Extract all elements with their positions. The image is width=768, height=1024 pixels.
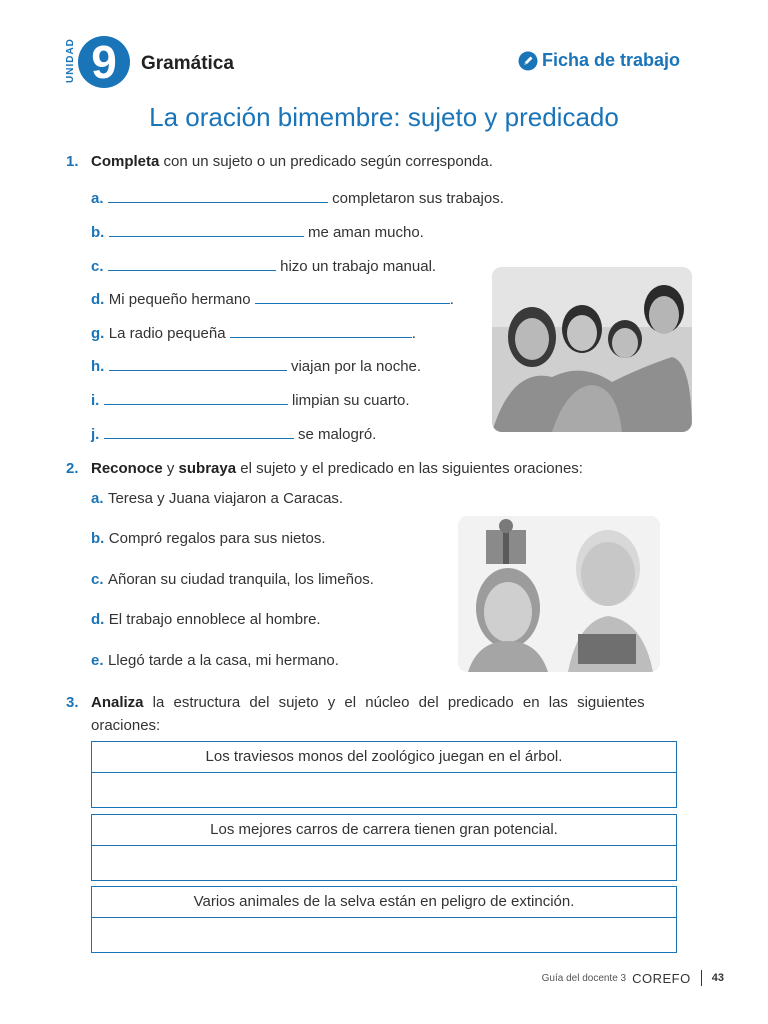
item-letter: g.	[91, 325, 105, 342]
exercise2-instruction	[91, 460, 583, 477]
answer-blank[interactable]	[255, 289, 450, 304]
exercise1-item	[91, 222, 424, 242]
item-text-after: completaron sus trabajos.	[327, 190, 504, 207]
answer-blank[interactable]	[108, 256, 276, 271]
answer-blank[interactable]	[104, 424, 294, 439]
analysis-sentence: Los traviesos monos del zoológico juegan en el árbol.	[92, 742, 676, 773]
exercise2-connector: y	[162, 460, 179, 477]
kids-photo-illustration	[458, 516, 660, 672]
exercise1-item	[91, 188, 504, 208]
ficha-label: Ficha de trabajo	[542, 50, 681, 70]
exercise2-verb2: subraya	[178, 460, 237, 477]
section-name: Gramática	[141, 53, 234, 74]
item-letter: b.	[91, 530, 105, 547]
item-text-after: .	[449, 291, 454, 308]
exercise3-instruction-line2: oraciones:	[91, 717, 161, 734]
exercise1-number: 1.	[66, 153, 79, 170]
item-letter: d.	[91, 291, 105, 308]
item-letter: j.	[91, 426, 100, 443]
answer-blank[interactable]	[230, 323, 412, 338]
sentence-text: Compró regalos para sus nietos.	[108, 530, 326, 547]
analysis-sentence: Los mejores carros de carrera tienen gran potencial.	[92, 815, 676, 846]
page-title: La oración bimembre: sujeto y predicado	[149, 102, 619, 132]
exercise1-item	[91, 289, 454, 309]
item-letter: a.	[91, 190, 104, 207]
item-text-after: me aman mucho.	[303, 224, 424, 241]
exercise1-item	[91, 323, 416, 343]
exercise2-item	[91, 571, 374, 589]
analysis-box	[91, 814, 677, 881]
page-footer	[542, 970, 724, 986]
analysis-answer-area[interactable]	[92, 918, 676, 952]
sentence-text: Teresa y Juana viajaron a Caracas.	[107, 490, 344, 507]
item-text-before: La radio pequeña	[108, 325, 230, 342]
answer-blank[interactable]	[108, 188, 328, 203]
item-text-after: .	[411, 325, 416, 342]
footer-divider	[701, 970, 702, 986]
exercise2-item	[91, 490, 343, 508]
family-photo	[492, 267, 692, 432]
item-letter: i.	[91, 392, 100, 409]
analysis-box	[91, 741, 677, 808]
exercise2-number: 2.	[66, 460, 79, 477]
item-letter: d.	[91, 611, 105, 628]
exercise2-item	[91, 611, 321, 629]
sentence-text: Añoran su ciudad tranquila, los limeños.	[107, 571, 374, 588]
sentence-text: El trabajo ennoblece al hombre.	[108, 611, 321, 628]
answer-blank[interactable]	[104, 390, 288, 405]
ficha-heading	[518, 50, 680, 71]
kids-photo	[458, 516, 660, 672]
item-text-before: Mi pequeño hermano	[108, 291, 255, 308]
answer-blank[interactable]	[109, 356, 287, 371]
footer-brand: COREFO	[632, 970, 691, 986]
pencil-icon	[518, 51, 538, 71]
item-text-after: se malogró.	[293, 426, 377, 443]
analysis-box	[91, 886, 677, 953]
exercise2-item	[91, 652, 339, 670]
analysis-answer-area[interactable]	[92, 773, 676, 807]
exercise3-number: 3.	[66, 694, 79, 711]
item-letter: c.	[91, 571, 104, 588]
exercise1-item	[91, 390, 410, 410]
item-text-after: limpian su cuarto.	[287, 392, 410, 409]
item-text-after: hizo un trabajo manual.	[275, 258, 437, 275]
exercise1-item	[91, 424, 376, 444]
page-number: 43	[711, 972, 724, 984]
item-letter: a.	[91, 490, 104, 507]
analysis-answer-area[interactable]	[92, 846, 676, 880]
item-text-after: viajan por la noche.	[286, 358, 422, 375]
exercise2-instruction-text: el sujeto y el predicado en las siguientes oraciones:	[236, 460, 583, 477]
exercise3-instruction	[91, 694, 693, 711]
exercise1-item	[91, 256, 436, 276]
analysis-sentence: Varios animales de la selva están en peligro de extinción.	[92, 887, 676, 918]
exercise1-instruction-text: con un sujeto o un predicado según corresponda.	[159, 153, 493, 170]
item-letter: b.	[91, 224, 105, 241]
sentence-text: Llegó tarde a la casa, mi hermano.	[107, 652, 339, 669]
exercise2-item	[91, 530, 326, 548]
family-photo-illustration	[492, 267, 692, 432]
exercise1-verb: Completa	[91, 153, 160, 170]
item-letter: h.	[91, 358, 105, 375]
answer-blank[interactable]	[109, 222, 304, 237]
exercise3-verb: Analiza	[91, 694, 144, 711]
exercise1-instruction	[91, 153, 493, 170]
footer-guide: Guía del docente 3	[541, 972, 627, 984]
item-letter: c.	[91, 258, 104, 275]
exercise1-item	[91, 356, 421, 376]
unidad-label: UNIDAD	[65, 38, 76, 83]
item-letter: e.	[91, 652, 104, 669]
unit-number-badge: 9	[78, 36, 130, 88]
exercise2-verb1: Reconoce	[91, 460, 163, 477]
exercise3-instruction-line1: la estructura del sujeto y el núcleo del predicado en las siguientes	[143, 694, 645, 711]
